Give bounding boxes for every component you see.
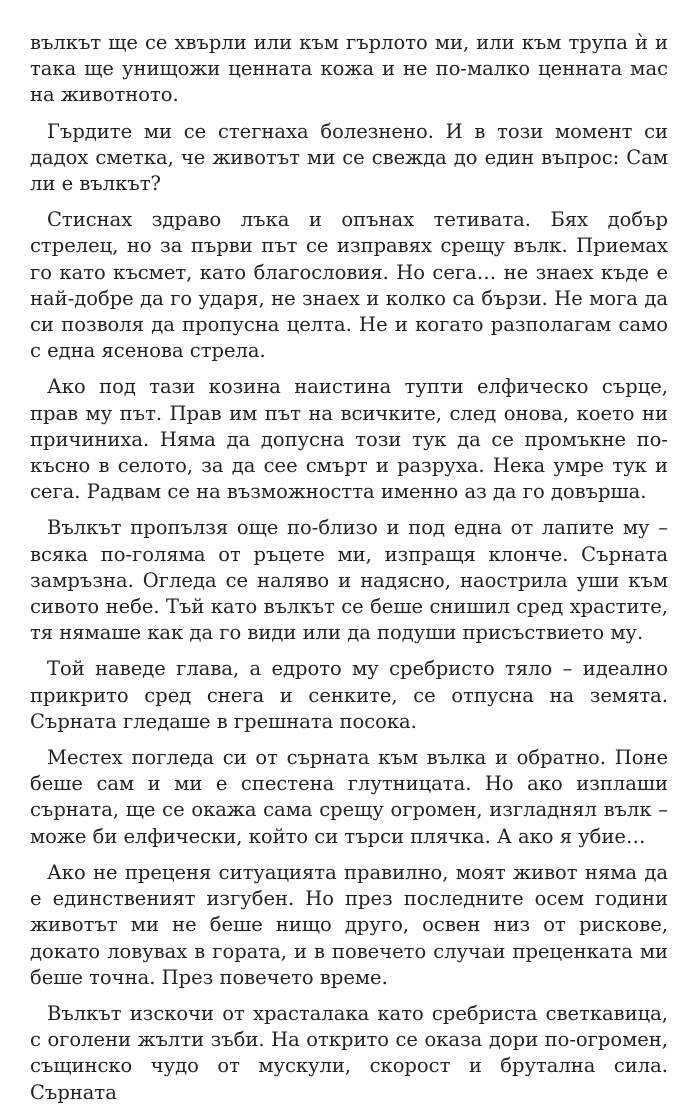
paragraph-7: Местех погледа си от сърната към вълка и обратно. Поне беше сам и ми е спестена глутницата. Но ако изплаши сърната, ще се окажа сама срещу огромен, изгладнял вълк – може би елфически, който си търси плячка. А ако я убие…: [30, 746, 668, 848]
paragraph-8: Ако не преценя ситуацията правилно, моят живот няма да е единственият изгубен. Но през последните осем години животът ми не беше нищо друго, освен низ от рискове, докато ловувах в гората, и в повечето случаи преценката ми беше точна. През повечето време.: [30, 860, 668, 989]
paragraph-5: Вълкът пропълзя още по-близо и под една от лапите му – всяка по-голяма от ръцете ми, изпращя клонче. Сърната замръзна. Огледа се наляво и надясно, наострила уши към сивото небе. Тъй като вълкът се беше снишил сред храстите, тя нямаше как да го види или да подуши присъствието му.: [30, 516, 668, 645]
paragraph-2: Гърдите ми се стегнаха болезнено. И в този момент си дадох сметка, че животът ми се свежда до един въпрос: Сам ли е вълкът?: [30, 119, 668, 196]
paragraph-4: Ако под тази козина наистина тупти елфическо сърце, прав му път. Прав им път на всичките, след онова, което ни причиниха. Няма да допусна този тук да се промъкне по-късно в селото, за да сее смърт и разруха. Нека умре тук и сега. Радвам се на възможността именно аз да го довърша.: [30, 375, 668, 504]
paragraph-3: Стиснах здраво лъка и опънах тетивата. Бях добър стрелец, но за първи път се изправях срещу вълк. Приемах го като късмет, като благословия. Но сега… не знаех къде е най-добре да го ударя, не знаех и колко са бързи. Не мога да си позволя да пропусна целта. Не и когато разполагам само с една ясенова стрела.: [30, 208, 668, 363]
paragraph-6: Той наведе глава, а едрото му сребристо тяло – идеално прикрито сред снега и сенките, се отпусна на земята. Сърната гледаше в грешната посока.: [30, 657, 668, 733]
paragraph-9: Вълкът изскочи от храсталака като сребриста светкавица, с оголени жълти зъби. На открито се оказа дори по-огромен, същинско чудо от мускули, скорост и брутална сила. Сърната: [30, 1001, 668, 1104]
book-page: [30, 30, 668, 1116]
paragraph-1: вълкът ще се хвърли или към гърлото ми, или към трупа ѝ и така ще унищожи ценната кожа и не по-малко ценната мас на животното.: [30, 31, 668, 107]
